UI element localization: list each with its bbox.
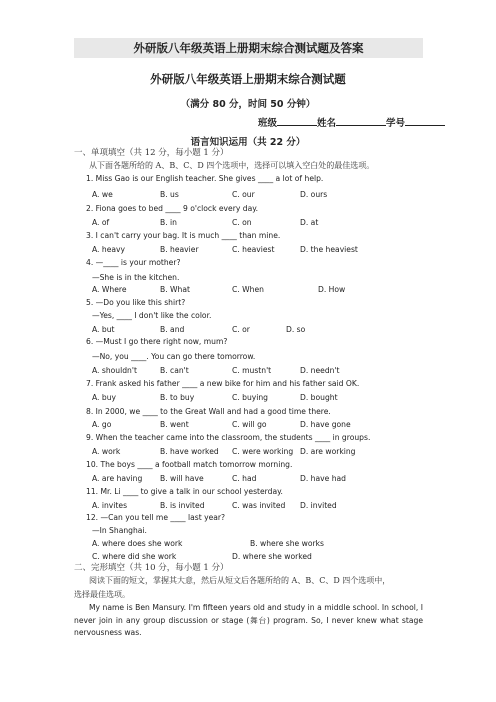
answer-option[interactable]: C. buying [232,393,268,402]
answer-option[interactable]: B. and [160,325,185,334]
answer-option[interactable]: C. mustn't [232,366,272,375]
answer-option[interactable]: C. will go [232,420,267,429]
answer-option[interactable]: A. where does she work [92,539,183,548]
answer-option[interactable]: D. are working [300,447,356,456]
answer-option[interactable]: B. will have [160,474,204,483]
part1-instruction: 从下面各题所给的 A、B、C、D 四个选项中，选择可以填入空白处的最佳选项。 [89,161,375,170]
answer-option[interactable]: B. where she works [250,539,324,548]
answer-option[interactable]: C. or [232,325,250,334]
answer-option[interactable]: D. bought [300,393,338,402]
question-response: —No, you ____. You can go there tomorrow. [92,352,256,361]
class-label: 班级 [258,118,278,129]
answer-option[interactable]: A. buy [92,393,117,402]
question-stem: 2. Fiona goes to bed ____ 9 o'clock every day. [86,204,259,213]
answer-option[interactable]: C. was invited [232,501,286,510]
answer-option[interactable]: A. we [92,190,113,199]
question-stem: 10. The boys ____ a football match tomorrow morning. [86,460,293,469]
answer-option[interactable]: B. to buy [160,393,195,402]
id-label: 学号 [386,118,406,129]
answer-option[interactable]: A. but [92,325,115,334]
part2-heading: 二、完形填空（共 10 分，每小题 1 分） [74,563,229,573]
name-blank[interactable] [336,116,386,126]
question-stem: 3. I can't carry your bag. It is much ____ than mine. [86,231,281,240]
answer-option[interactable]: D. How [318,285,346,294]
answer-option[interactable]: B. went [160,420,189,429]
answer-option[interactable]: C. were working [232,447,294,456]
answer-option[interactable]: C. When [232,285,264,294]
answer-option[interactable]: C. our [232,190,255,199]
question-stem: 7. Frank asked his father ____ a new bike for him and his father said OK. [86,379,360,388]
document-subtitle: （满分 80 分，时间 50 分钟） [180,99,316,110]
answer-option[interactable]: A. shouldn't [92,366,137,375]
answer-option[interactable]: A. go [92,420,112,429]
question-stem: 6. —Must I go there right now, mum? [86,337,228,346]
answer-option[interactable]: D. at [300,218,319,227]
part1-heading: 一、单项填空（共 12 分，每小题 1 分） [74,148,229,158]
answer-option[interactable]: D. have had [300,474,347,483]
question-response: —She is in the kitchen. [92,273,180,282]
answer-option[interactable]: C. where did she work [92,552,177,561]
cloze-paragraph: My name is Ben Mansury. I'm fifteen years old and study in a middle school. In school, I never join in any group discussion or stage (舞台) program. So, I never knew what stage nervousness was. [74,603,423,637]
answer-option[interactable]: C. had [232,474,257,483]
answer-option[interactable]: D. invited [300,501,337,510]
answer-option[interactable]: A. heavy [92,245,126,254]
part2-instruction-line2: 选择最佳选项。 [74,590,130,599]
id-blank[interactable] [405,116,445,126]
student-info-line [258,115,445,129]
question-stem: 12. —Can you tell me ____ last year? [86,513,226,522]
answer-option[interactable]: D. ours [300,190,328,199]
question-response: —Yes, ____ I don't like the color. [92,311,212,320]
answer-option[interactable]: D. needn't [300,366,340,375]
section-title: 语言知识运用（共 22 分） [190,137,306,148]
question-stem: 1. Miss Gao is our English teacher. She gives ____ a lot of help. [86,174,324,183]
answer-option[interactable]: B. have worked [160,447,219,456]
answer-option[interactable]: A. Where [92,285,127,294]
answer-option[interactable]: C. heaviest [232,245,275,254]
answer-option[interactable]: D. so [286,325,306,334]
answer-option[interactable]: A. are having [92,474,143,483]
answer-option[interactable]: A. of [92,218,110,227]
answer-option[interactable]: B. heavier [160,245,199,254]
question-response: —In Shanghai. [92,526,147,535]
document-title: 外研版八年级英语上册期末综合测试题 [150,72,346,86]
answer-option[interactable]: B. What [160,285,190,294]
question-stem: 8. In 2000, we ____ to the Great Wall and had a good time there. [86,407,331,416]
question-stem: 4. —____ is your mother? [86,258,181,267]
answer-option[interactable]: B. in [160,218,177,227]
part2-instruction-line1: 阅读下面的短文，掌握其大意，然后从短文后各题所给的 A、B、C、D 四个选项中， [89,576,391,585]
question-stem: 5. —Do you like this shirt? [86,298,186,307]
question-stem: 11. Mr. Li ____ to give a talk in our school yesterday. [86,487,283,496]
answer-option[interactable]: B. is invited [160,501,205,510]
class-blank[interactable] [277,116,317,126]
answer-option[interactable]: A. invites [92,501,128,510]
answer-option[interactable]: A. work [92,447,121,456]
answer-option[interactable]: D. the heaviest [300,245,358,254]
answer-option[interactable]: C. on [232,218,252,227]
answer-option[interactable]: D. have gone [300,420,351,429]
answer-option[interactable]: D. where she worked [232,552,312,561]
name-label: 姓名 [317,118,337,129]
document-banner: 外研版八年级英语上册期末综合测试题及答案 [74,38,423,58]
answer-option[interactable]: B. us [160,190,179,199]
answer-option[interactable]: B. can't [160,366,189,375]
question-stem: 9. When the teacher came into the classroom, the students ____ in groups. [86,433,371,442]
